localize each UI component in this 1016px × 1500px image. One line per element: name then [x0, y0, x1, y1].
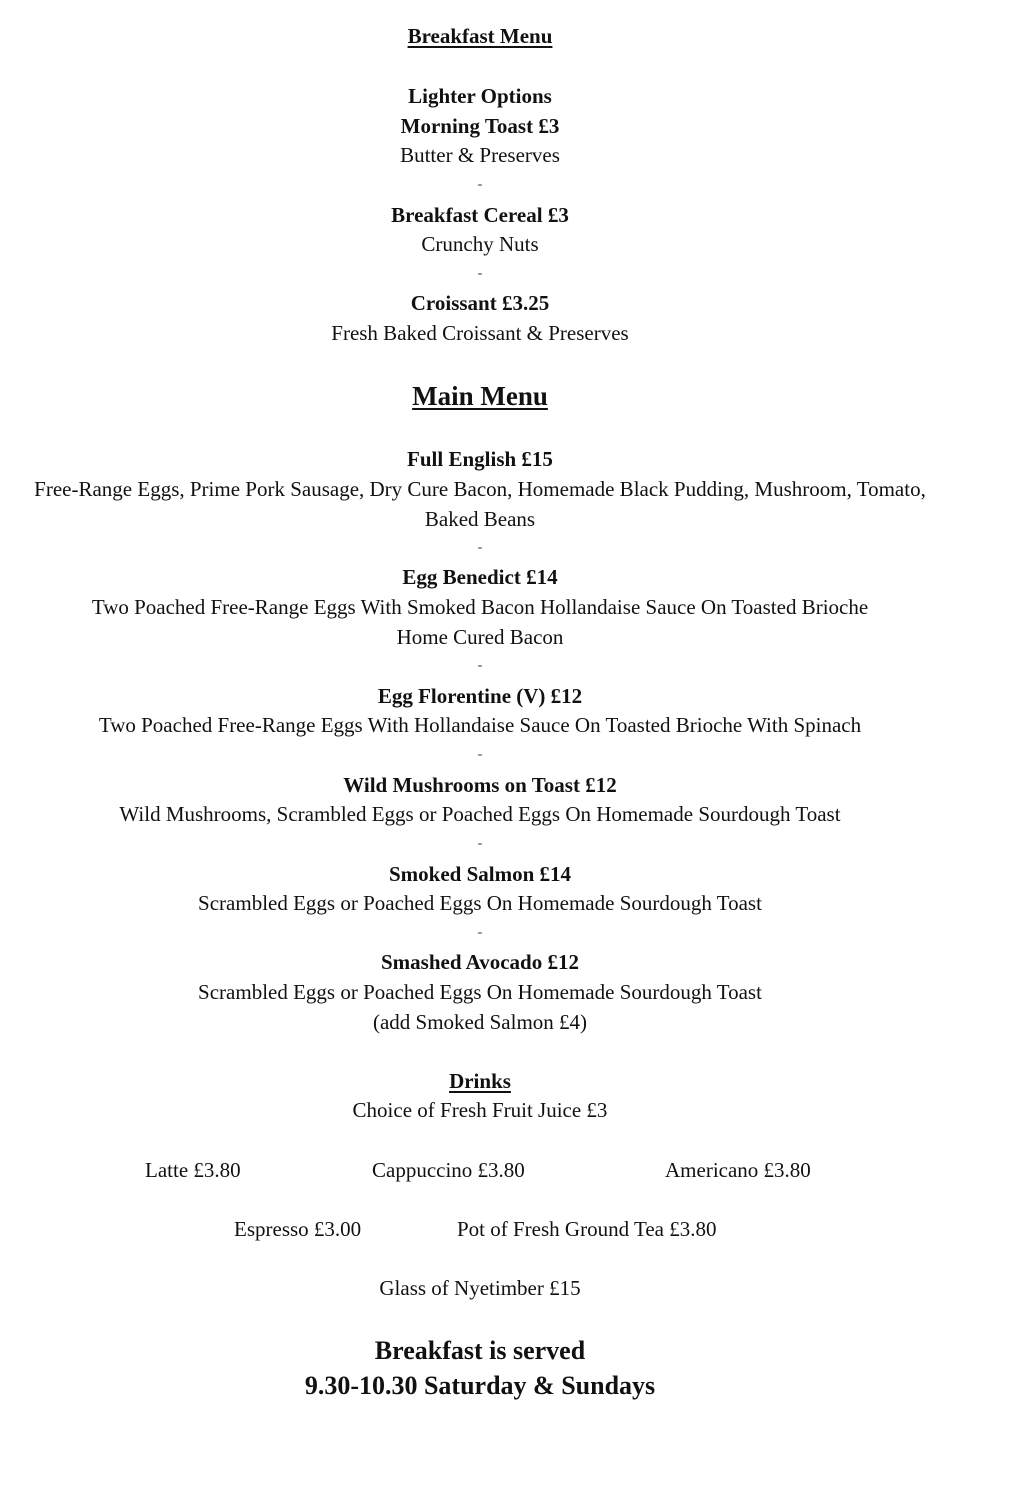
main-item-desc: Wild Mushrooms, Scrambled Eggs or Poached Eggs On Homemade Sourdough Toast — [119, 802, 841, 826]
main-item-desc: Scrambled Eggs or Poached Eggs On Homemade Sourdough Toast — [198, 891, 762, 915]
drink-item: Pot of Fresh Ground Tea £3.80 — [457, 1217, 717, 1241]
main-item-title: Smoked Salmon £14 — [388, 862, 572, 886]
serving-times-line1: Breakfast is served — [374, 1336, 586, 1365]
separator: - — [477, 177, 483, 192]
separator: - — [477, 836, 483, 851]
main-item-desc: Scrambled Eggs or Poached Eggs On Homemade Sourdough Toast — [198, 980, 762, 1004]
drink-item: Americano £3.80 — [665, 1158, 811, 1182]
drink-item: Latte £3.80 — [145, 1158, 241, 1182]
main-item-desc: (add Smoked Salmon £4) — [372, 1010, 588, 1034]
drink-sparkling: Glass of Nyetimber £15 — [379, 1276, 581, 1300]
drink-item: Espresso £3.00 — [234, 1217, 362, 1241]
main-item-desc: Home Cured Bacon — [396, 625, 564, 649]
breakfast-item-title: Breakfast Cereal £3 — [391, 203, 569, 227]
main-item-title: Wild Mushrooms on Toast £12 — [343, 773, 617, 797]
breakfast-item-desc: Fresh Baked Croissant & Preserves — [331, 321, 629, 345]
main-item-desc: Free-Range Eggs, Prime Pork Sausage, Dry Cure Bacon, Homemade Black Pudding, Mushroom, Tomato, — [34, 477, 926, 501]
breakfast-item-title: Croissant £3.25 — [410, 291, 550, 315]
main-item-title: Egg Florentine (V) £12 — [377, 684, 583, 708]
main-item-title: Full English £15 — [407, 447, 553, 471]
serving-times-line2: 9.30-10.30 Saturday & Sundays — [304, 1371, 656, 1400]
main-menu-heading: Main Menu — [412, 381, 548, 411]
main-item-title: Egg Benedict £14 — [402, 565, 558, 589]
breakfast-item-desc: Crunchy Nuts — [421, 232, 539, 256]
separator: - — [477, 266, 483, 281]
breakfast-item-title: Morning Toast £3 — [400, 114, 560, 138]
main-item-desc: Two Poached Free-Range Eggs With Smoked Bacon Hollandaise Sauce On Toasted Brioche — [91, 595, 869, 619]
main-item-desc: Baked Beans — [424, 507, 536, 531]
drinks-juice: Choice of Fresh Fruit Juice £3 — [352, 1098, 608, 1122]
separator: - — [477, 658, 483, 673]
separator: - — [477, 747, 483, 762]
lighter-options-subheading: Lighter Options — [408, 84, 552, 108]
main-item-title: Smashed Avocado £12 — [381, 950, 579, 974]
drink-item: Cappuccino £3.80 — [372, 1158, 525, 1182]
breakfast-item-desc: Butter & Preserves — [400, 143, 560, 167]
separator: - — [477, 925, 483, 940]
breakfast-heading: Breakfast Menu — [407, 24, 553, 48]
main-item-desc: Two Poached Free-Range Eggs With Hollandaise Sauce On Toasted Brioche With Spinach — [98, 713, 862, 737]
separator: - — [477, 540, 483, 555]
drinks-heading: Drinks — [449, 1069, 511, 1093]
